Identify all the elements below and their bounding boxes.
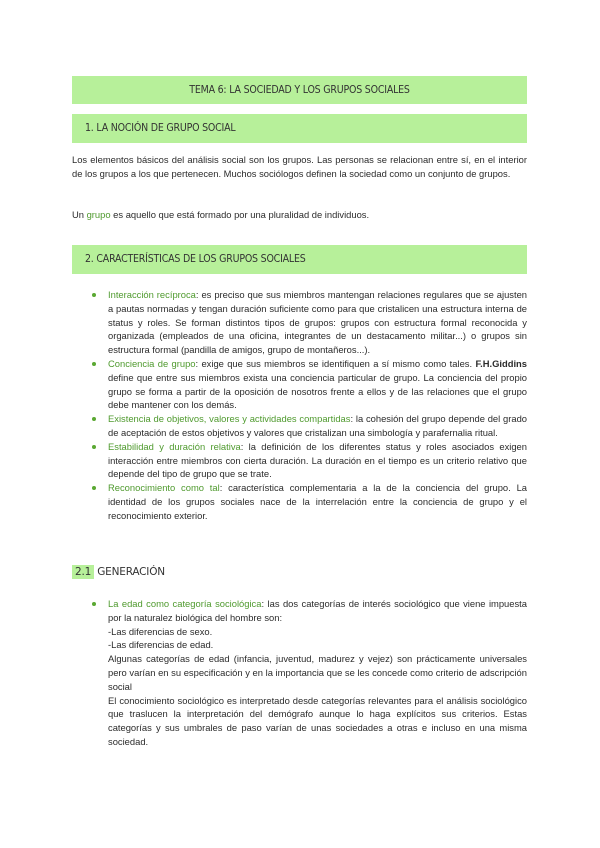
section-1-paragraph: Los elementos básicos del análisis social son los grupos. Las personas se relacionan entre sí, en el interior de los grupos a los que pertenecen. Muchos sociólogos definen la sociedad como un conjunto de grupos. (72, 154, 527, 179)
text-fragment: es aquello que está formado por una pluralidad de individuos. (110, 209, 370, 220)
list-item (72, 597, 527, 749)
bullet-icon (92, 602, 96, 606)
bullet-icon (92, 362, 96, 366)
list-item-text: : la cohesión del grupo depende del grado de aceptación de estos objetivos y valores que cristalizan una simbología y parafernalia ritual. (108, 413, 528, 438)
list-item-text: : la definición de los diferentes status y roles asociados exigen interacción entre miembros con cierta duración. La duración en el tiempo es un criterio relativo que depende del tipo de grupo que se trate. (108, 440, 527, 480)
list-item (72, 357, 527, 412)
list-item-term: Estabilidad y duración relativa (108, 440, 241, 452)
list-item-term: Conciencia de grupo (108, 357, 196, 369)
sex-differences-line: -Las diferencias de sexo. (108, 625, 213, 637)
list-item-text: : las dos categorías de interés sociológico que viene impuesta por la naturalez biológica del hombre son: (108, 598, 527, 623)
section-2-1-heading (72, 564, 165, 580)
list-item (72, 481, 527, 522)
section-1-heading: 1. LA NOCIÓN DE GRUPO SOCIAL (72, 114, 527, 143)
section-2-heading: 2. CARACTERÍSTICAS DE LOS GRUPOS SOCIALES (72, 245, 527, 274)
generation-list (72, 597, 527, 749)
author-name: F.H.Giddins (475, 357, 527, 369)
list-item-term: Reconocimiento como tal (108, 482, 220, 494)
group-definition-paragraph (72, 208, 527, 222)
text-fragment: Un (72, 209, 87, 220)
list-item (72, 412, 527, 440)
list-item-term: Interacción recíproca (108, 289, 196, 300)
list-item-term: Existencia de objetivos, valores y actividades compartidas (108, 413, 351, 425)
list-item-text: : característica complementaria a la de la conciencia del grupo. La identidad de los grupos sociales nace de la interrelación entre la conciencia de grupo y el reconocimiento exterior. (108, 482, 527, 521)
list-item-text: define que entre sus miembros exista una conciencia particular de grupo. La conciencia del propio grupo se forma a partir de la oposición de nosotros frente a ellos y de las relaciones que el grupo debe mantener con los demás. (108, 371, 527, 411)
bullet-icon (92, 486, 96, 490)
term-grupo: grupo (86, 209, 111, 220)
age-differences-line: -Las diferencias de edad. (108, 639, 214, 651)
bullet-icon (92, 417, 96, 421)
bullet-icon (92, 445, 96, 449)
section-2-1-title: GENERACIÓN (94, 566, 165, 578)
list-item (72, 288, 527, 357)
list-item-text: : es preciso que sus miembros mantengan relaciones regulares que se ajusten a pautas normadas y tengan duración suficiente como para que cristalicen una estructura interna de status y roles. Se forman distintos tipos de grupos: grupos con estructura formal reconocida y organizada (empleados de una oficina, integrantes de un destacamento militar...) o grupos sin estructura formal (pandilla de amigos, grupo de montañeros...). (108, 289, 528, 356)
document-title: TEMA 6: LA SOCIEDAD Y LOS GRUPOS SOCIALES (72, 76, 527, 104)
sociological-knowledge-paragraph: El conocimiento sociológico es interpretado desde categorías relevantes para el análisis sociológico que traslucen la interpretación del demógrafo aunque lo haga explícitos sus criterios. Estas categorías y sus umbrales de paso varían de unas sociedades a otras e incluso en una misma sociedad. (108, 694, 527, 747)
age-categories-paragraph: Algunas categorías de edad (infancia, juventud, madurez y vejez) son prácticamente universales pero varían en su especificación y en la importancia que se les concede como criterio de adscripción social (108, 653, 527, 692)
bullet-icon (92, 293, 96, 297)
list-item-term: La edad como categoría sociológica (108, 598, 262, 609)
list-item (72, 440, 527, 481)
section-2-1-number: 2.1 (72, 565, 94, 579)
characteristics-list (72, 288, 527, 523)
list-item-text: : exige que sus miembros se identifiquen a sí mismo como tales. (195, 357, 476, 369)
